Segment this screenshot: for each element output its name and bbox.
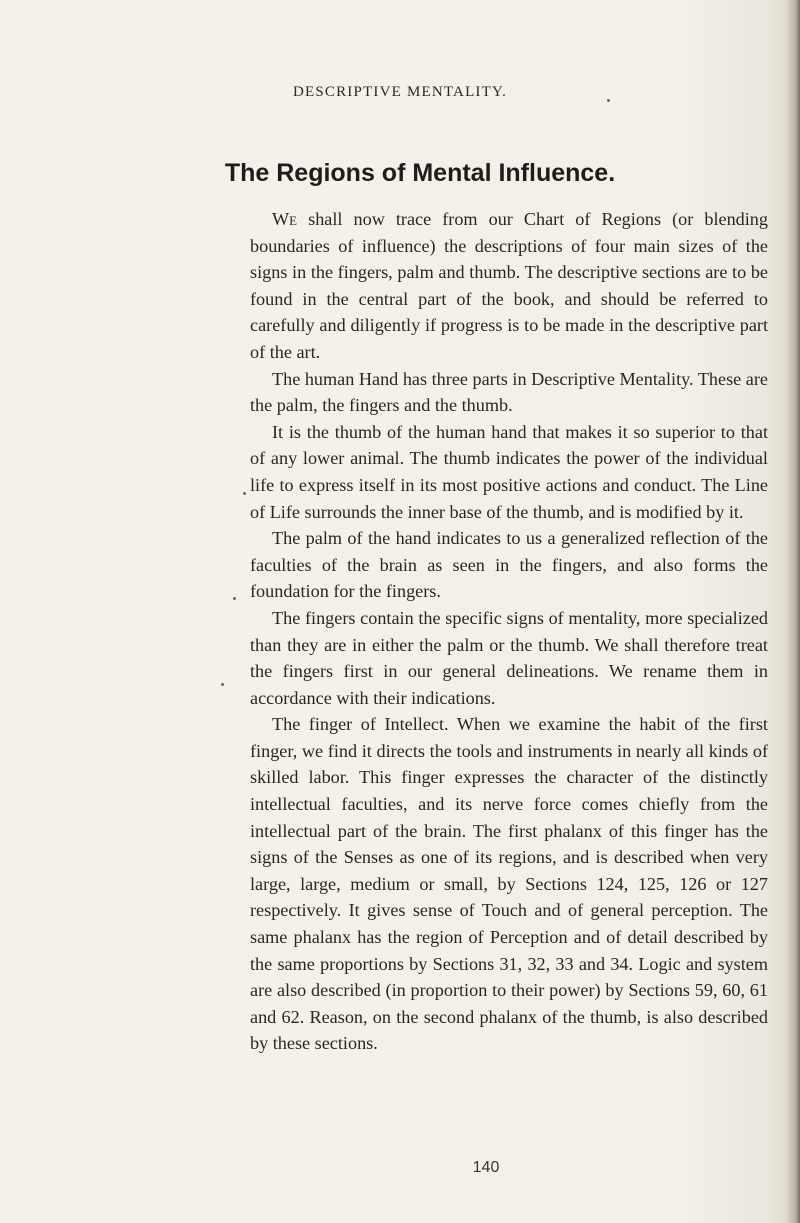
paper-blemish [221,683,224,686]
page-number: 140 [472,1159,500,1176]
paragraph: It is the thumb of the human hand that makes it so superior to that of any lower animal. The thumb indicates the power of the individual life to express itself in its most positive actions and conduct. The Line of Life surrounds the inner base of the thumb, and is modified by it. [250,421,768,522]
paragraph-text: shall now trace from our Chart of Regions (or blending boundaries of influence) the descriptions of four main sizes of the signs in the fingers, palm and thumb. The descriptive sections are to be found in the central part of the book, and should be referred to carefully and diligently if progress is to be made in the descriptive part of the art. [250,209,768,362]
paper-blemish [243,492,246,495]
paragraph: The finger of Intellect. When we examine the habit of the first finger, we find it directs the tools and instruments in nearly all kinds of skilled labor. This finger expresses the character of the distinctly intellectual faculties, and its nerve force comes chiefly from the intellectual part of the brain. The first phalanx of this finger has the signs of the Senses as one of its regions, and is described when very large, large, medium or small, by Sections 124, 125, 126 or 127 respectively. It gives sense of Touch and of general perception. The same phalanx has the region of Perception and of detail described by the same proportions by Sections 31, 32, 33 and 34. Logic and system are also described (in proportion to their power) by Sections 59, 60, 61 and 62. Reason, on the second phalanx of the thumb, is also described by these sections. [250,714,768,1054]
body-text [250,206,768,1057]
running-head [0,84,800,101]
running-head-text: DESCRIPTIVE MENTALITY. [292,84,508,100]
paragraph [250,206,768,366]
paragraph-lead-word: We [272,209,298,229]
paragraph: The palm of the hand indicates to us a generalized reflection of the faculties of the brain as seen in the fingers, and also forms the foundation for the fingers. [250,528,768,602]
paper-blemish [233,597,236,600]
paper-blemish [607,99,610,102]
chapter-title-text: The Regions of Mental Influence. [224,159,616,187]
paragraph: The human Hand has three parts in Descriptive Mentality. These are the palm, the fingers and the thumb. [250,368,768,416]
chapter-title [0,158,800,188]
paragraph: The fingers contain the specific signs of mentality, more specialized than they are in either the palm or the thumb. We shall therefore treat the fingers first in our general delineations. We rename them in accordance with their indications. [250,607,768,708]
